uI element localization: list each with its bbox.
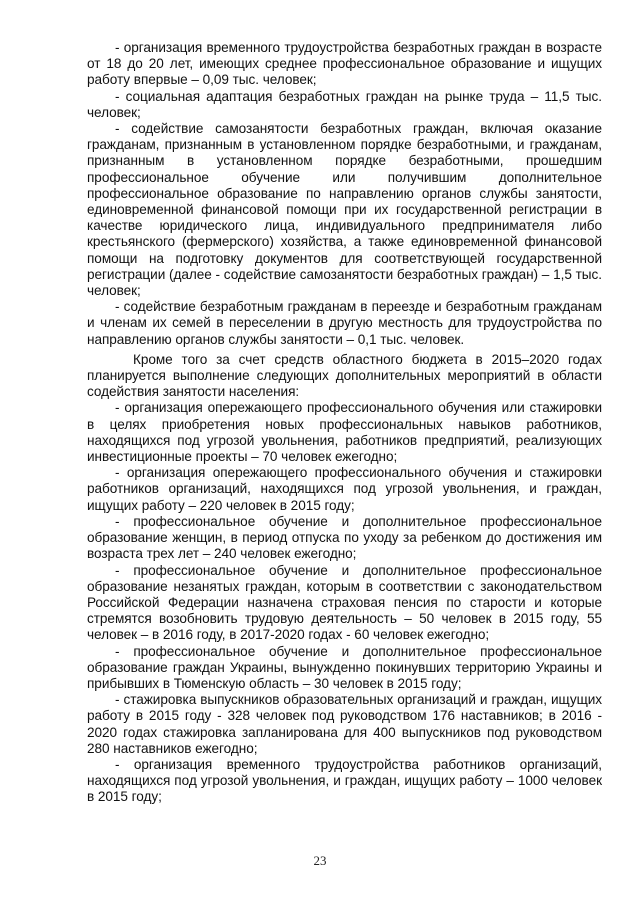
paragraph-temporary-employment-youth: - организация временного трудоустройства безработных граждан в возрасте от 18 до 20 лет, имеющих среднее профессиональное образование и ищущих работу впервые – 0,09 тыс. человек; xyxy=(87,40,602,88)
paragraph-advance-training: - организация опережающего профессионального обучения или стажировки в целях приобретения новых профессиональных навыков работников, находящихся под угрозой увольнения, работников предприятий, реализующих инвестиционные проекты – 70 человек ежегодно; xyxy=(87,400,602,465)
paragraph-pensioner-training: - профессиональное обучение и дополнительное профессиональное образование незанятых граждан, которым в соответствии с законодательством Российской Федерации назначена страховая пенсия по старости и которые стремятся возобновить трудовую деятельность – 50 человек в 2015 году, 55 человек – в 2016 году, в 2017-2020 годах - 60 человек ежегодно; xyxy=(87,562,602,643)
paragraph-temporary-employment-workers: - организация временного трудоустройства работников организаций, находящихся под угрозой увольнения, и граждан, ищущих работу – 1000 человек в 2015 году; xyxy=(87,756,602,805)
paragraph-self-employment: - содействие самозанятости безработных граждан, включая оказание гражданам, признанным в установленном порядке безработными, и гражданам, признанным в установленном порядке безработными, прошедшим профессиональное обучение или получившим дополнительное профессиональное образование по направлению органов службы занятости, единовременной финансовой помощи при их государственной регистрации в качестве юридического лица, индивидуального предпринимателя либо крестьянского (фермерского) хозяйства, а также единовременной финансовой помощи на подготовку документов для соответствующей государственной регистрации (далее - содействие самозанятости безработных граждан) – 1,5 тыс. человек; xyxy=(87,121,602,299)
paragraph-women-training: - профессиональное обучение и дополнительное профессиональное образование женщин, в период отпуска по уходу за ребенком до достижения им возраста трех лет – 240 человек ежегодно; xyxy=(87,513,602,562)
paragraph-regional-budget-intro: Кроме того за счет средств областного бюджета в 2015–2020 годах планируется выполнение следующих дополнительных мероприятий в области содействия занятости населения: xyxy=(87,351,602,400)
paragraph-relocation: - содействие безработным гражданам в переезде и безработным гражданам и членам их семей в переселении в другую местность для трудоустройства по направлению органов службы занятости – 0,1 тыс. человек. xyxy=(87,299,602,347)
document-body xyxy=(87,40,602,806)
paragraph-graduate-internship: - стажировка выпускников образовательных организаций и граждан, ищущих работу в 2015 году - 328 человек под руководством 176 наставников; в 2016 - 2020 годах стажировка запланирована для 400 выпускников под руководством 280 наставников ежегодно; xyxy=(87,692,602,756)
paragraph-ukraine-citizens-training: - профессиональное обучение и дополнительное профессиональное образование граждан Украины, вынужденно покинувших территорию Украины и прибывших в Тюменскую область – 30 человек в 2015 году; xyxy=(87,643,602,691)
paragraph-social-adaptation: - социальная адаптация безработных граждан на рынке труда – 11,5 тыс. человек; xyxy=(87,88,602,120)
page-number: 23 xyxy=(313,853,327,868)
paragraph-advance-training-internship: - организация опережающего профессионального обучения и стажировки работников организаций, находящихся под угрозой увольнения, и граждан, ищущих работу – 220 человек в 2015 году; xyxy=(87,465,602,513)
